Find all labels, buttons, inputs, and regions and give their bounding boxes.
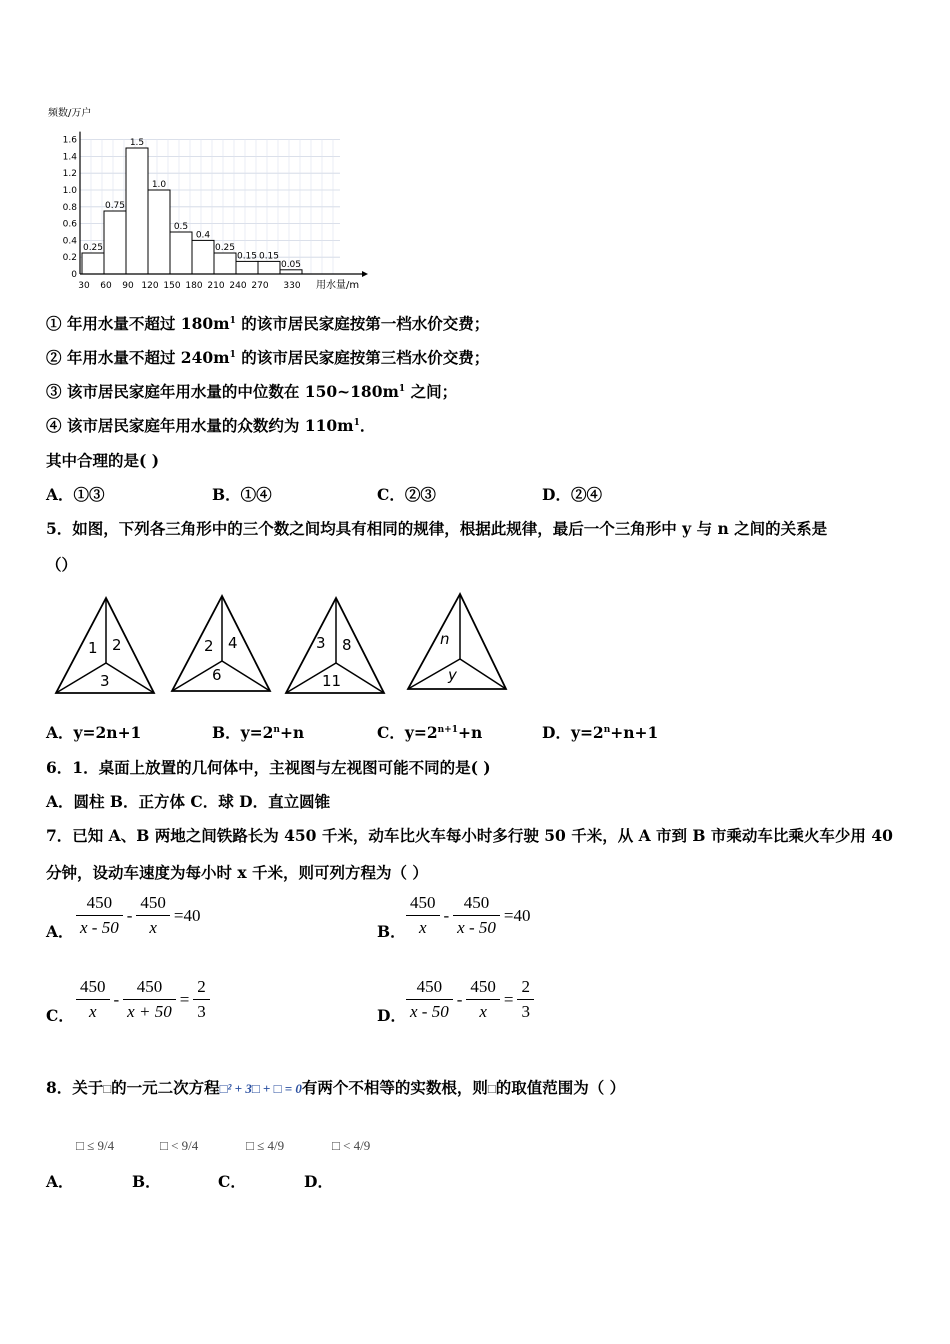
triangle-4 [408, 594, 506, 689]
y-axis-label: 频数/万户 [48, 108, 92, 119]
histogram-bar [192, 240, 214, 274]
bar-value-label: 0.15 [258, 251, 280, 262]
bar-value-label: 0.5 [173, 222, 189, 232]
q8-label-a[interactable]: A． [46, 1172, 74, 1191]
bar-value-label: 1.0 [151, 180, 167, 190]
x-tick-label: 240 [229, 281, 247, 291]
y-tick-label: 1.4 [62, 152, 77, 163]
y-tick-label: 0.8 [62, 202, 77, 213]
statement-2: ② 年用水量不超过 $240m^1$ 的该市居民家庭按第三档水价交费； [46, 348, 490, 367]
statement-3: ③ 该市居民家庭年用水量的中位数在 $150\sim 180m^1$ 之间； [46, 382, 458, 401]
x-tick-label: 60 [100, 281, 112, 291]
q7-equation-d: $\frac{450}{x - 50}$ - $\frac{450}{x}$ = $\frac{2}{3}$ [406, 977, 534, 1022]
histogram-bar [126, 148, 148, 274]
q6-options[interactable]: A．圆柱 B．正方体 C．球 D．直立圆锥 [46, 792, 331, 811]
q8-label-b[interactable]: B． [132, 1172, 161, 1191]
q5-paren: （） [46, 555, 78, 574]
q4-option-a[interactable]: A．①③ [46, 485, 105, 504]
histogram-bar [236, 261, 258, 274]
triangle-3 [286, 598, 384, 693]
bar-value-label: 0.15 [236, 251, 258, 262]
histogram-bar [104, 211, 126, 274]
triangle-2-bottom: 6 [212, 666, 222, 684]
q7-label-c[interactable]: C． [46, 1006, 74, 1025]
x-tick-label: 330 [283, 281, 301, 291]
histogram-bar [170, 232, 192, 274]
q7-label-d[interactable]: D． [377, 1006, 406, 1025]
statement-1: ① 年用水量不超过 $180m^1$ 的该市居民家庭按第一档水价交费； [46, 314, 490, 333]
y-tick-label: 1.6 [62, 135, 77, 146]
histogram-chart [40, 102, 380, 292]
q4-option-d[interactable]: D．②④ [542, 485, 602, 504]
histogram-bar [214, 253, 236, 274]
bar-value-label: 0.4 [195, 230, 211, 241]
x-tick-label: 270 [251, 281, 269, 291]
x-tick-label: 120 [141, 281, 159, 291]
q7-label-a[interactable]: A． [46, 922, 74, 941]
histogram-bar [148, 190, 170, 274]
q7-equation-a: $\frac{450}{x - 50}$ - $\frac{450}{x}$ =40 [76, 893, 204, 938]
q5-option-d[interactable]: D．$y=2^n+n+1$ [542, 723, 659, 742]
y-tick-label: 0.6 [62, 219, 77, 230]
q5-option-b[interactable]: B．$y=2^n+n$ [212, 723, 305, 742]
triangle-1-left: 1 [88, 639, 98, 657]
x-tick-label: 180 [185, 281, 203, 291]
bar-value-label: 1.5 [129, 138, 145, 148]
q7-label-b[interactable]: B． [377, 922, 406, 941]
triangle-3-right: 8 [342, 636, 352, 654]
q7-stem-line2: 分钟，设动车速度为每小时 x 千米，则可列方程为（ ） [46, 863, 428, 882]
q8-label-d[interactable]: D． [304, 1172, 333, 1191]
triangle-3-bottom: 11 [322, 672, 342, 690]
triangle-1-bottom: 3 [100, 672, 110, 690]
triangle-2-left: 2 [204, 637, 214, 655]
triangle-4-bottom: y [448, 666, 457, 684]
y-tick-label: 0.4 [62, 236, 77, 247]
bar-value-label: 0.05 [280, 259, 302, 270]
triangles-figure [50, 592, 520, 702]
bar-value-label: 0.25 [82, 243, 104, 253]
x-tick-label: 30 [78, 281, 90, 291]
q4-option-c[interactable]: C．②③ [377, 485, 436, 504]
q4-option-b[interactable]: B．①④ [212, 485, 272, 504]
y-tick-label: 1.2 [62, 169, 77, 180]
q8-choice-c[interactable]: □ ≤ 4/9 [246, 1138, 285, 1153]
q6-stem: 6．1．桌面上放置的几何体中，主视图与左视图可能不同的是( ) [46, 758, 491, 777]
q7-stem-line1: 7．已知 A、B 两地之间铁路长为 450 千米，动车比火车每小时多行驶 50 千米，从 A 市到 B 市乘动车比乘火车少用 40 [46, 826, 893, 845]
q7-equation-c: $\frac{450}{x}$ - $\frac{450}{x + 50}$ = $\frac{2}{3}$ [76, 977, 210, 1022]
x-axis-arrow [362, 271, 368, 277]
q7-equation-b: $\frac{450}{x}$ - $\frac{450}{x - 50}$ =40 [406, 893, 534, 938]
q8-label-c[interactable]: C． [218, 1172, 246, 1191]
histogram-bar [258, 261, 280, 274]
q8-choice-a[interactable]: □ ≤ 9/4 [76, 1138, 115, 1153]
q8-choice-d[interactable]: □ < 4/9 [332, 1138, 371, 1153]
triangle-1 [56, 598, 154, 693]
y-tick-label: 0 [71, 270, 77, 280]
q8-choice-b[interactable]: □ < 9/4 [160, 1138, 199, 1153]
x-axis-label: 用水量/m [316, 280, 360, 291]
bar-value-label: 0.75 [104, 201, 126, 211]
statement-4: ④ 该市居民家庭年用水量的众数约为 $110m^1$． [46, 416, 376, 435]
x-tick-label: 90 [122, 281, 134, 291]
triangle-1-right: 2 [112, 636, 122, 654]
q5-option-a[interactable]: A．y=2n+1 [46, 723, 142, 742]
histogram-bar [280, 270, 302, 274]
bar-value-label: 0.25 [214, 243, 236, 253]
y-tick-label: 1.0 [62, 186, 77, 196]
x-tick-label: 150 [163, 281, 181, 291]
triangle-2-right: 4 [228, 634, 238, 652]
x-tick-label: 210 [207, 281, 225, 291]
histogram-bar [82, 253, 104, 274]
y-tick-label: 0.2 [62, 253, 77, 264]
triangle-4-left: n [440, 630, 450, 648]
q8-equation: □² + 3□ + □ = 0 [219, 1081, 302, 1096]
q8-stem: 8．关于□的一元二次方程□² + 3□ + □ = 0有两个不相等的实数根，则□的取值范围为（ ） [46, 1078, 626, 1097]
q4-ask: 其中合理的是( ) [46, 451, 160, 470]
q5-stem: 5．如图，下列各三角形中的三个数之间均具有相同的规律，根据此规律，最后一个三角形中 y 与 n 之间的关系是 [46, 519, 828, 538]
q5-option-c[interactable]: C．$y=2^{n+1}+n$ [377, 723, 483, 742]
triangle-2 [172, 596, 270, 691]
triangle-3-left: 3 [316, 634, 326, 652]
